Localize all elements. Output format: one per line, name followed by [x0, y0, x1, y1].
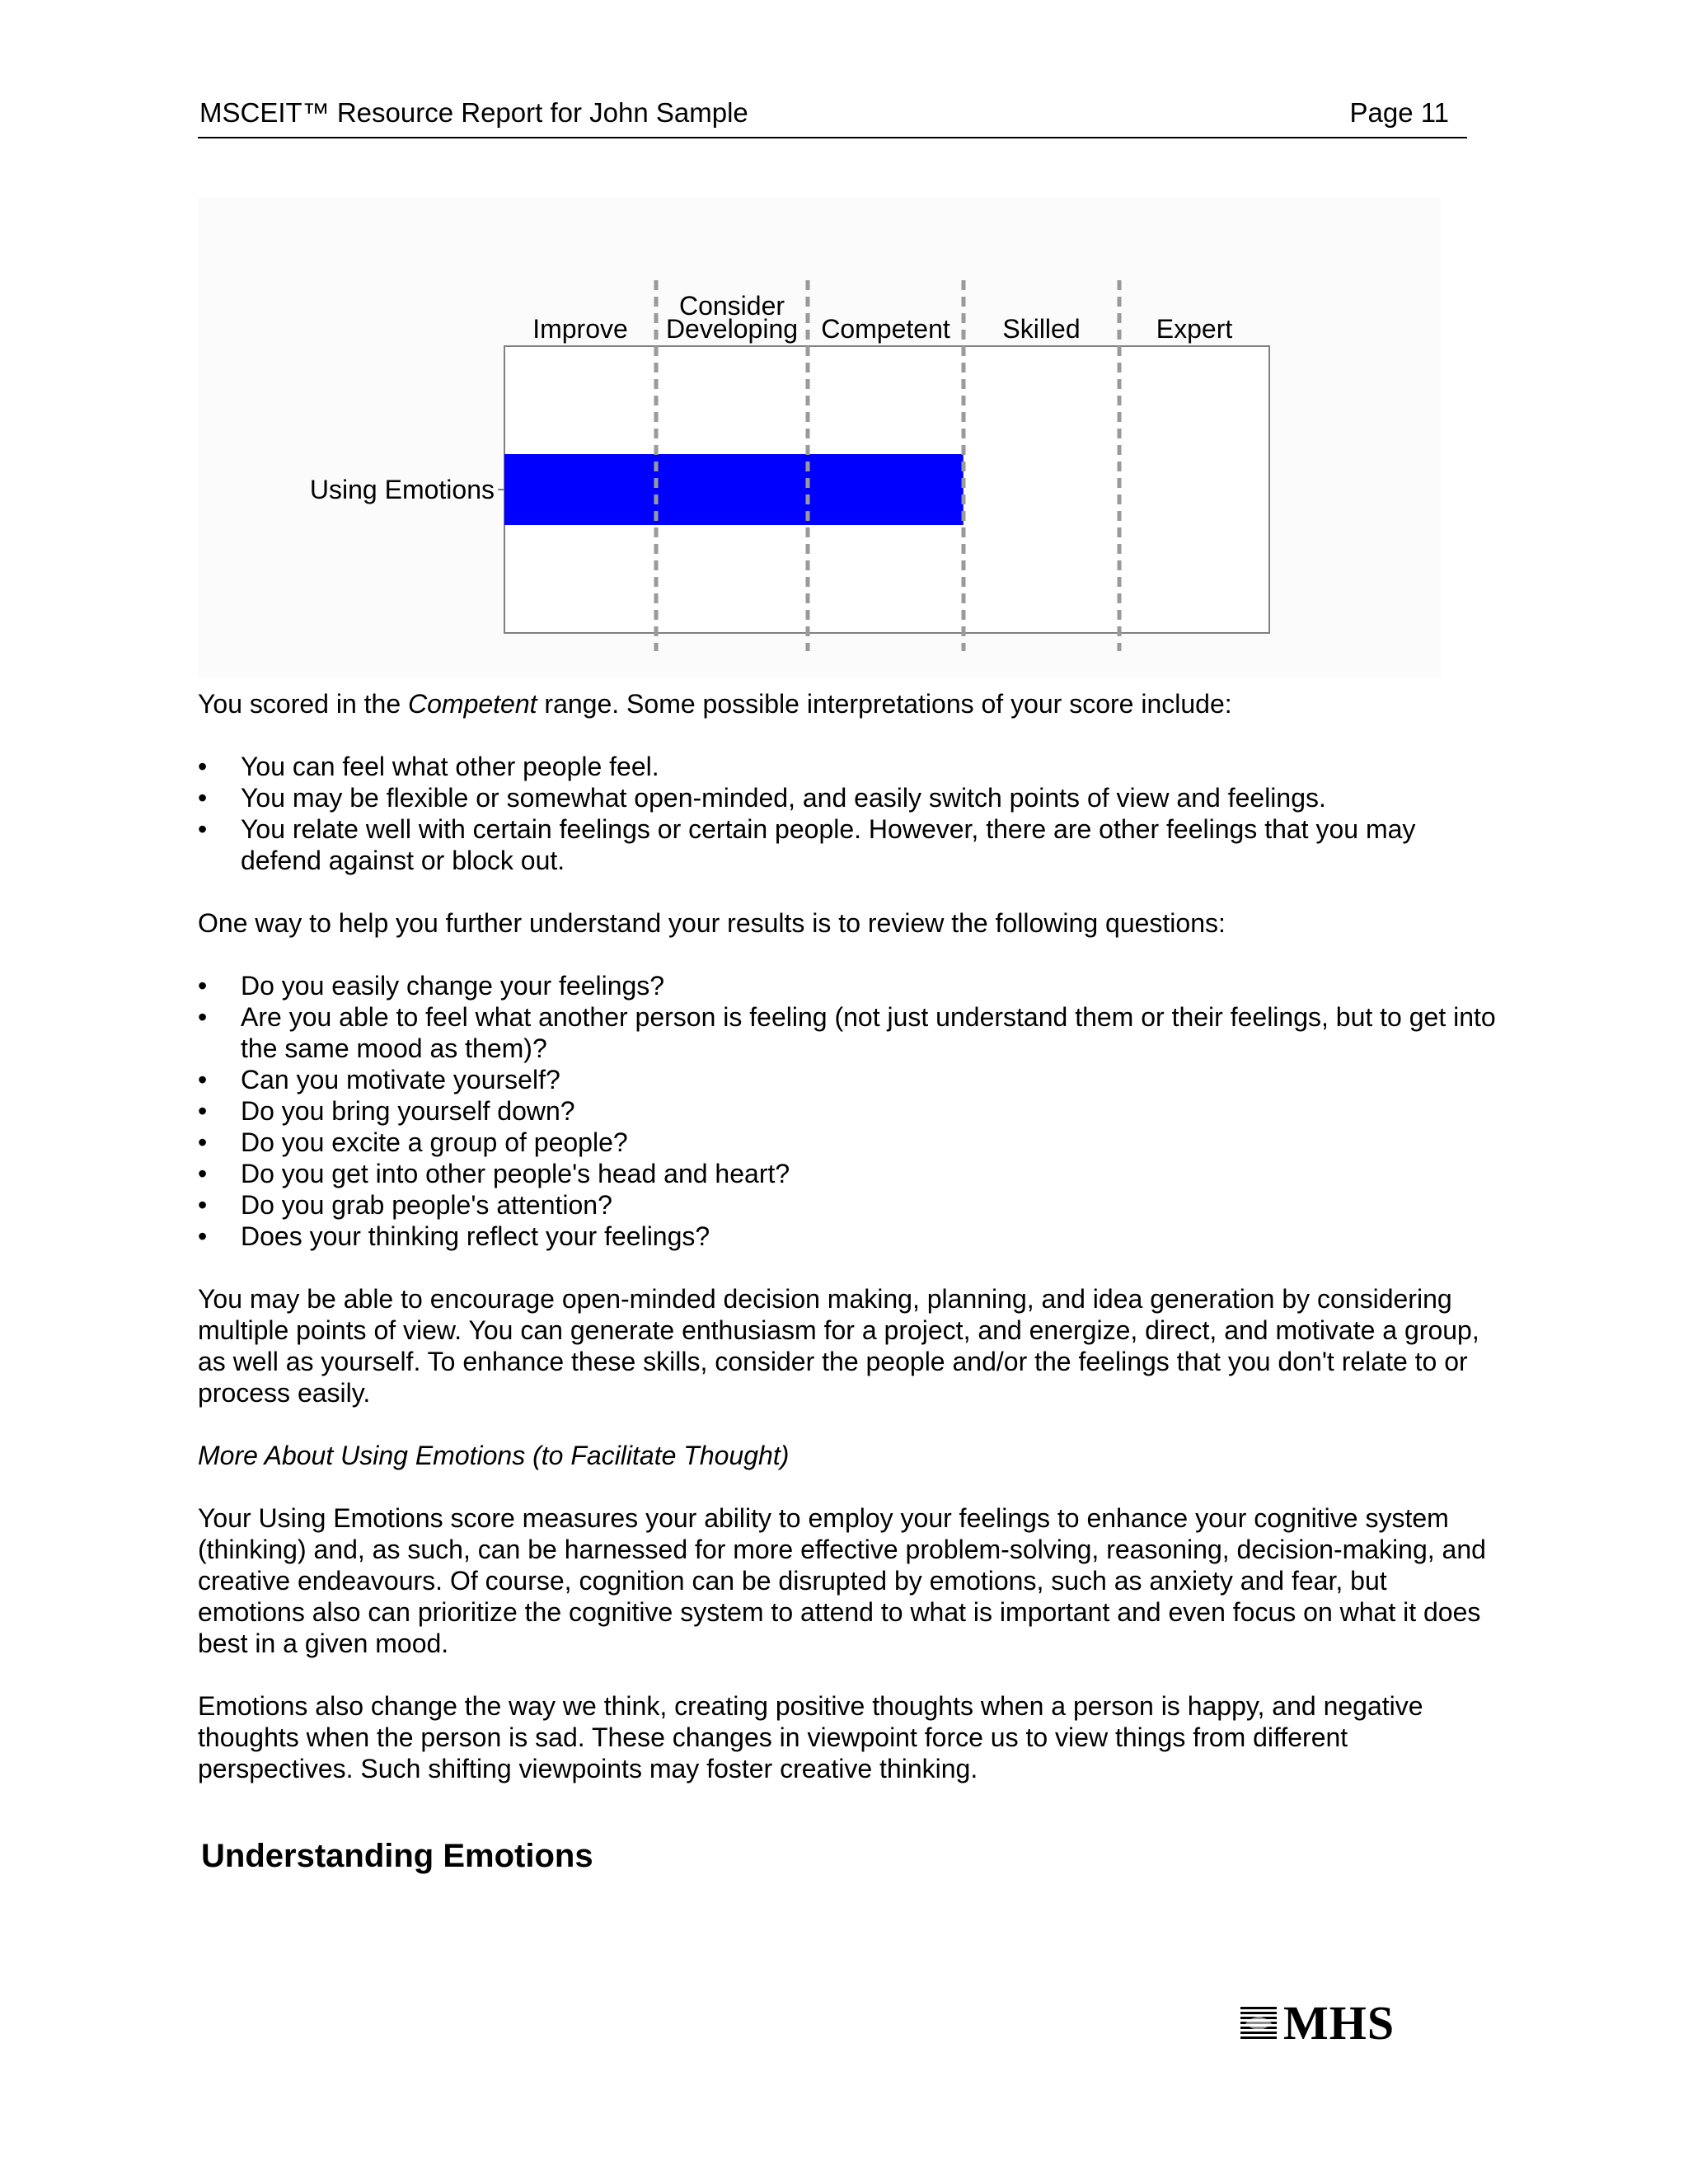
interpretations-list — [198, 751, 1500, 876]
mhs-logo — [1240, 1994, 1405, 2052]
list-item: • You can feel what other people feel. — [198, 751, 1500, 782]
report-title: MSCEIT™ Resource Report for John Sample — [199, 97, 748, 128]
more-about-paragraph-1: Your Using Emotions score measures your ability to employ your feelings to enhance your cognitive system (thinking) and, as such, can be harnessed for more effective problem-solving, reasoning, decision-making, and creative endeavours. Of course, cognition can be disrupted by emotions, such as anxiety and fear, but emotions also can prioritize the cognitive system to attend to what is important and even focus on what it does best in a given mood. — [198, 1503, 1486, 1658]
summary-paragraph: You may be able to encourage open-minded decision making, planning, and idea generation by considering multiple points of view. You can generate enthusiasm for a project, and energize, direct, and motivate a group, as well as yourself. To enhance these skills, consider the people and/or the feelings that you don't relate to or process easily. — [198, 1284, 1479, 1408]
range-label: Skilled — [1002, 314, 1081, 344]
list-item: • Does your thinking reflect your feelings? — [198, 1221, 1500, 1252]
mhs-logo-text: MHS — [1283, 1996, 1395, 2050]
list-item: • Do you easily change your feelings? — [198, 970, 1500, 1001]
list-item: • You may be flexible or somewhat open-minded, and easily switch points of view and feelings. — [198, 782, 1500, 813]
page-header — [198, 97, 1467, 138]
score-bar — [504, 454, 964, 525]
questions-list — [198, 970, 1500, 1252]
mhs-logo-mark — [1240, 2005, 1277, 2041]
score-chart — [198, 198, 1441, 677]
list-item: • Do you grab people's attention? — [198, 1189, 1500, 1221]
range-label: Consider — [678, 291, 785, 321]
list-item: • Can you motivate yourself? — [198, 1064, 1500, 1095]
list-item: • Do you excite a group of people? — [198, 1127, 1500, 1158]
list-item: • Do you get into other people's head and heart? — [198, 1158, 1500, 1189]
score-intro-text: You scored in the — [198, 689, 408, 719]
range-label: Expert — [1156, 314, 1233, 344]
report-body — [198, 688, 1500, 1784]
page-number: Page 11 — [1349, 97, 1449, 128]
list-item: • You relate well with certain feelings or certain people. However, there are other feelings that you may defend against or block out. — [198, 813, 1500, 876]
score-intro-text-end: range. Some possible interpretations of your score include: — [537, 689, 1232, 719]
more-about-heading: More About Using Emotions (to Facilitate Thought) — [198, 1441, 790, 1470]
range-label: Competent — [821, 314, 950, 344]
score-chart-svg — [198, 198, 1441, 677]
section-heading-understanding-emotions: Understanding Emotions — [201, 1838, 593, 1874]
list-item: • Are you able to feel what another person is feeling (not just understand them or their feelings, but to get into the same mood as them)? — [198, 1001, 1500, 1064]
range-label: Developing — [665, 314, 799, 344]
score-intro — [198, 688, 1500, 719]
more-about-paragraph-2: Emotions also change the way we think, creating positive thoughts when a person is happy, and negative thoughts when the person is sad. These changes in viewpoint force us to view things from different perspectives. Such shifting viewpoints may foster creative thinking. — [198, 1691, 1423, 1783]
questions-intro: One way to help you further understand your results is to review the following questions: — [198, 908, 1226, 938]
score-range-name: Competent — [408, 689, 537, 719]
list-item: • Do you bring yourself down? — [198, 1095, 1500, 1127]
range-label: Improve — [532, 314, 628, 344]
category-label: Using Emotions — [309, 475, 495, 504]
